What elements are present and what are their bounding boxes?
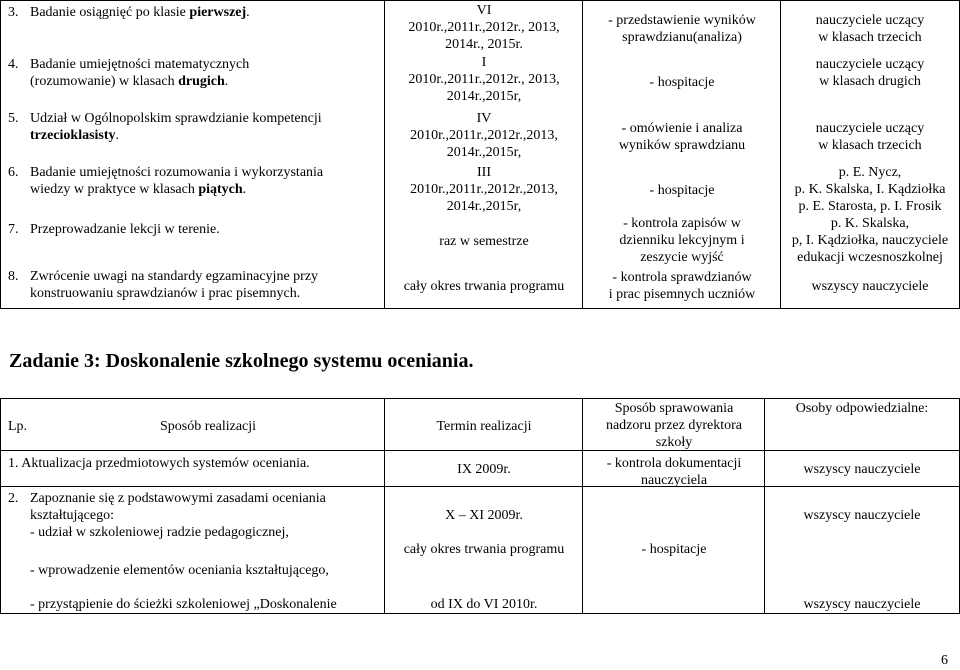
top-row-6-method: - hospitacje	[649, 183, 715, 198]
top-row-8-method: - kontrola sprawdzianów i prac pisemnych uczniów	[608, 270, 756, 302]
top-row-7-method: - kontrola zapisów w dzienniku lekcyjnym i zeszycie wyjść	[619, 216, 745, 265]
bottom-row-2-task: 2. Zapoznanie się z podstawowymi zasadami oceniania kształtującego: - udział w szkoleniowej radzie pedagogicznej,	[8, 491, 326, 540]
top-row-4-responsible: nauczyciele uczący w klasach drugich	[815, 57, 925, 89]
top-row-6-task: 6. Badanie umiejętności rozumowania i wykorzystania wiedzy w praktyce w klasach piątych.	[8, 165, 324, 197]
top-row-7-responsible: p. K. Skalska, p, I. Kądziołka, nauczyciele edukacji wczesnoszkolnej	[791, 216, 949, 265]
top-row-6-responsible: p. E. Nycz, p. K. Skalska, I. Kądziołka p. E. Starosta, p. I. Frosik	[794, 165, 946, 214]
section-heading: Zadanie 3: Doskonalenie szkolnego systemu oceniania.	[9, 350, 474, 372]
bottom-row-2-responsible-a: wszyscy nauczyciele	[803, 508, 921, 523]
border	[0, 0, 960, 1]
top-row-3-task: 3. Badanie osiągnięć po klasie pierwszej.	[8, 5, 250, 20]
top-row-5-responsible: nauczyciele uczący w klasach trzecich	[815, 121, 925, 153]
page-number: 6	[941, 653, 948, 668]
header-supervision: Sposób sprawowania nadzoru przez dyrektora szkoły	[605, 401, 743, 450]
border	[0, 450, 960, 451]
bottom-row-2-term-b: cały okres trwania programu	[403, 542, 565, 557]
top-row-3-term: VI 2010r.,2011r.,2012r., 2013, 2014r., 2015r.	[408, 3, 560, 52]
top-row-4-term: I 2010r.,2011r.,2012r., 2013, 2014r.,2015r,	[408, 55, 560, 104]
border	[0, 398, 960, 399]
top-row-8-responsible: wszyscy nauczyciele	[811, 279, 929, 294]
border	[384, 0, 385, 309]
bottom-row-1-supervision: - kontrola dokumentacji nauczyciela	[606, 456, 742, 488]
border	[0, 0, 1, 309]
top-row-4-task: 4. Badanie umiejętności matematycznych (rozumowanie) w klasach drugich.	[8, 57, 250, 89]
border	[0, 398, 1, 614]
top-row-5-term: IV 2010r.,2011r.,2012r.,2013, 2014r.,2015r,	[410, 111, 558, 160]
top-row-4-method: - hospitacje	[649, 75, 715, 90]
header-lp: Lp.	[8, 419, 28, 434]
bottom-row-2-task-b: - wprowadzenie elementów oceniania kształtującego,	[30, 563, 329, 578]
border	[780, 0, 781, 309]
bottom-row-2-term-c: od IX do VI 2010r.	[430, 597, 538, 612]
border	[582, 398, 583, 614]
border	[0, 613, 960, 614]
bottom-row-1-responsible: wszyscy nauczyciele	[803, 462, 921, 477]
header-method: Sposób realizacji	[160, 419, 257, 434]
top-row-5-task: 5. Udział w Ogólnopolskim sprawdzianie kompetencji trzecioklasisty.	[8, 111, 322, 143]
bottom-row-2-supervision: - hospitacje	[641, 542, 707, 557]
header-term: Termin realizacji	[436, 419, 532, 434]
top-row-5-method: - omówienie i analiza wyników sprawdzianu	[618, 121, 746, 153]
bottom-row-1-term: IX 2009r.	[457, 462, 511, 477]
top-row-7-task: 7. Przeprowadzanie lekcji w terenie.	[8, 222, 220, 237]
border	[764, 398, 765, 614]
border	[0, 486, 960, 487]
bottom-row-2-responsible-c: wszyscy nauczyciele	[803, 597, 921, 612]
bottom-row-2-term-a: X – XI 2009r.	[445, 508, 523, 523]
top-row-7-term: raz w semestrze	[439, 234, 529, 249]
header-responsible: Osoby odpowiedzialne:	[795, 401, 929, 416]
top-row-6-term: III 2010r.,2011r.,2012r.,2013, 2014r.,2015r,	[410, 165, 558, 214]
border	[384, 398, 385, 614]
top-row-3-responsible: nauczyciele uczący w klasach trzecich	[815, 13, 925, 45]
border	[0, 308, 960, 309]
top-row-8-task: 8. Zwrócenie uwagi na standardy egzaminacyjne przy konstruowaniu sprawdzianów i prac pisemnych.	[8, 269, 319, 301]
bottom-row-1-task: 1. Aktualizacja przedmiotowych systemów oceniania.	[8, 456, 310, 471]
top-row-8-term: cały okres trwania programu	[403, 279, 565, 294]
border	[582, 0, 583, 309]
bottom-row-2-task-c: - przystąpienie do ścieżki szkoleniowej „Doskonalenie	[30, 597, 337, 612]
top-row-3-method: - przedstawienie wyników sprawdzianu(analiza)	[608, 13, 756, 45]
